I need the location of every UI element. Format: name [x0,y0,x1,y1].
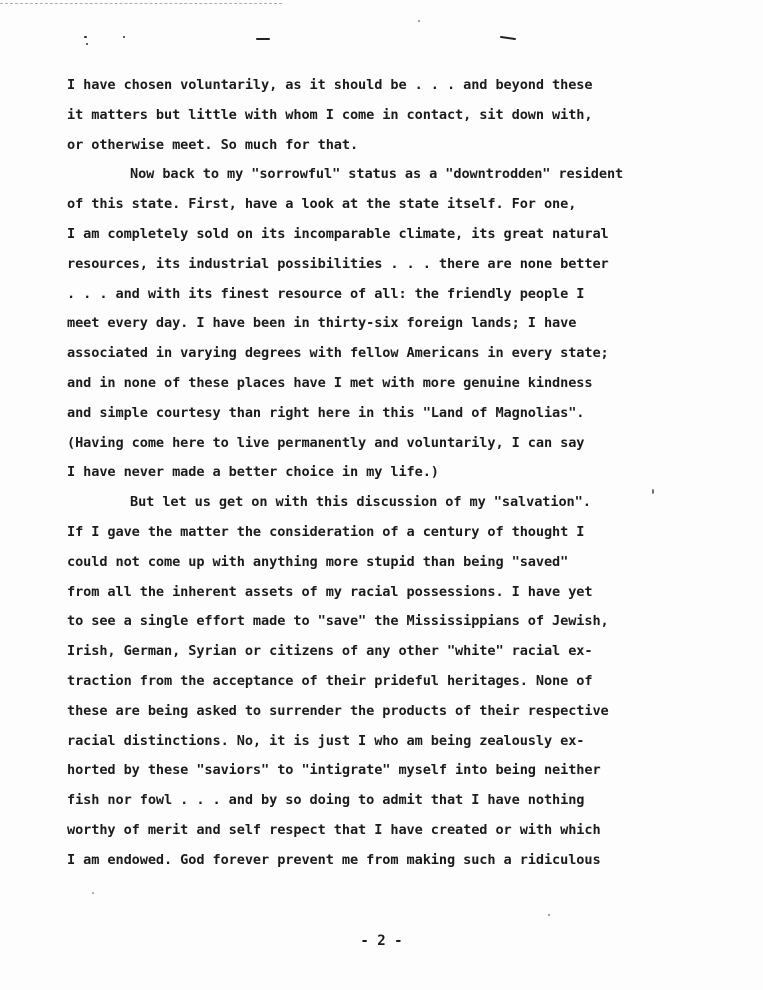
body-text [67,71,707,876]
text-line: fish nor fowl . . . and by so doing to admit that I have nothing [67,792,585,809]
scan-speck [548,914,550,916]
text-line: Irish, German, Syrian or citizens of any other "white" racial ex- [67,643,593,660]
text-line: these are being asked to surrender the products of their respective [67,702,609,719]
text-line: I have chosen voluntarily, as it should be . . . and beyond these [67,77,593,93]
scan-mark [256,38,270,40]
text-line: horted by these "saviors" to "intigrate" myself into being neither [67,762,601,779]
text-line: or otherwise meet. So much for that. [67,136,359,153]
text-line: (Having come here to live permanently and voluntarily, I can say [67,434,585,451]
scan-speck [92,892,94,894]
text-line: to see a single effort made to "save" the Mississippians of Jewish, [67,613,609,630]
text-line: traction from the acceptance of their prideful heritages. None of [67,672,593,689]
text-line: meet every day. I have been in thirty-six foreign lands; I have [67,315,577,332]
text-line: associated in varying degrees with fellow Americans in every state; [67,345,609,362]
text-line: I am endowed. God forever prevent me from making such a ridiculous [67,851,601,868]
text-line: and simple courtesy than right here in this "Land of Magnolias". [67,404,585,421]
scan-speck [84,36,87,38]
text-line: I am completely sold on its incomparable climate, its great natural [67,225,609,242]
text-line: . . . and with its finest resource of all: the friendly people I [67,285,585,302]
top-edge-dashed-border [0,3,282,4]
text-line: of this state. First, have a look at the state itself. For one, [67,196,577,213]
text-line: racial distinctions. No, it is just I who am being zealously ex- [67,732,585,749]
text-line: If I gave the matter the consideration of a century of thought I [67,523,585,540]
text-line: could not come up with anything more stupid than being "saved" [67,553,569,570]
text-line: I have never made a better choice in my life.) [67,464,439,481]
text-line: resources, its industrial possibilities . . . there are none better [67,255,609,272]
text-line: worthy of merit and self respect that I have created or with which [67,821,601,838]
text-line: from all the inherent assets of my racial possessions. I have yet [67,583,593,600]
scan-speck [418,20,420,22]
page-number: - 2 - [360,933,403,949]
text-line: and in none of these places have I met with more genuine kindness [67,374,593,391]
paragraph-first-line: But let us get on with this discussion of my "salvation". [130,494,591,511]
scan-speck [123,36,125,38]
text-line: it matters but little with whom I come in contact, sit down with, [67,106,593,123]
scan-mark [500,36,516,40]
scan-speck [86,43,88,45]
paragraph-first-line: Now back to my "sorrowful" status as a "downtrodden" resident [130,166,624,183]
